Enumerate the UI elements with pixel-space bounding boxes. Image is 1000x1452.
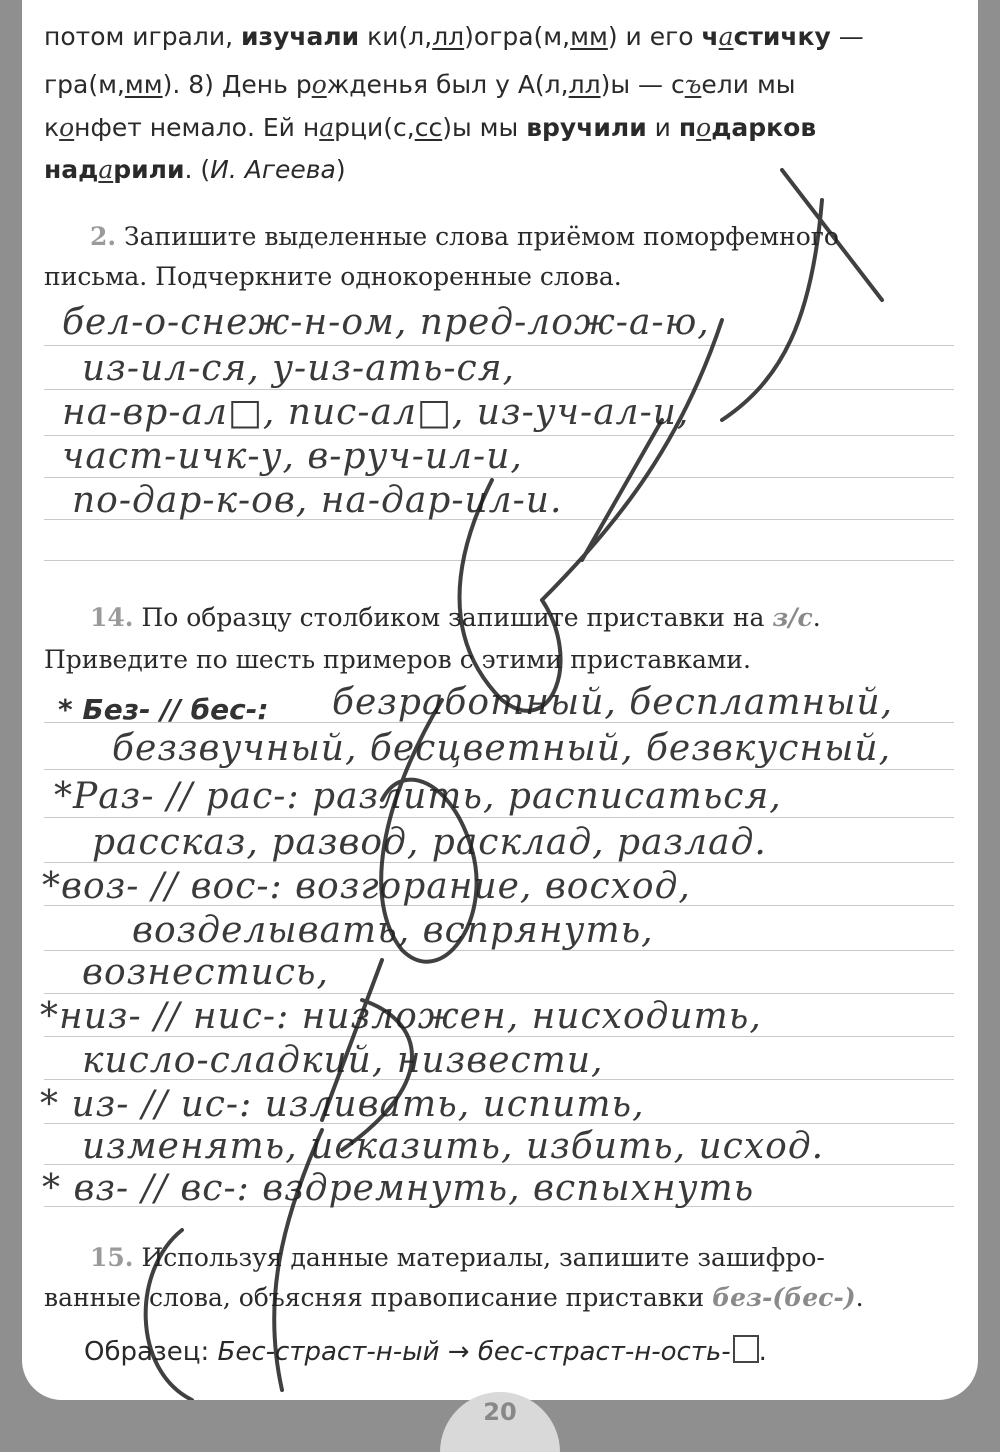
task15-line-2: ванные слова, объясняя правописание приставки без-(бес-).: [44, 1283, 864, 1312]
task14-line-1: 14. По образцу столбиком запишите приставки на з/с.: [90, 603, 821, 632]
task15-number: 15.: [90, 1243, 134, 1272]
intro-line-2: гра(м,мм). 8) День рожденья был у А(л,лл)ы — съели мы: [44, 70, 796, 99]
task2-answer-line-4: част-ичк-у, в-руч-ил-и,: [62, 436, 523, 477]
task14-answer-line-4: рассказ, развод, расклад, разлад.: [92, 822, 767, 863]
page-number: 20: [440, 1392, 560, 1452]
stamp-word: СДЕЛАНО: [342, 1222, 398, 1233]
task2-answer-line-1: бел-о-снеж-н-ом, пред-лож-а-ю,: [62, 302, 710, 343]
task14-answer-line-2: беззвучный, бесцветный, безвкусный,: [112, 728, 892, 769]
task2-line-2: письма. Подчеркните однокоренные слова.: [44, 262, 622, 291]
task14-answer-line-3: *Раз- // рас-: разлить, расписаться,: [54, 776, 782, 817]
intro-line-1: потом играли, изучали ки(л,лл)огра(м,мм) и его частичку —: [44, 22, 864, 51]
task2-line-1: 2. Запишите выделенные слова приёмом поморфемного: [90, 222, 839, 251]
task14-answer-line-5: *воз- // вос-: возгорание, восход,: [42, 866, 691, 907]
task2-answer-line-2: из-ил-ся, у-из-ать-ся,: [82, 348, 515, 389]
task14-answer-line-11: изменять, исказить, избить, исход.: [82, 1126, 825, 1167]
task14-answer-line-9: кисло-сладкий, низвести,: [82, 1040, 604, 1081]
task14-number: 14.: [90, 603, 134, 632]
task15-sample: Образец: Бес-страст-н-ый → бес-страст-н-ость- .: [84, 1337, 767, 1367]
empty-box-icon: [733, 1335, 759, 1363]
task15-line-1: 15. Используя данные материалы, запишите зашифро-: [90, 1243, 825, 1272]
task14-answer-line-12: * вз- // вс-: вздремнуть, вспыхнуть: [42, 1168, 755, 1209]
intro-line-4: надарили. (И. Агеева): [44, 155, 346, 184]
task14-line-2: Приведите по шесть примеров с этими приставками.: [44, 645, 751, 674]
intro-line-3: конфет немало. Ей нарци(с,сс)ы мы вручили и подарков: [44, 113, 817, 142]
task2-answer-line-5: по-дар-к-ов, на-дар-ил-и.: [72, 480, 563, 521]
task14-answer-line-6: возделывать, вспрянуть,: [132, 910, 654, 951]
task14-answer-line-8: *низ- // нис-: низложен, нисходить,: [40, 996, 762, 1037]
task2-answer-line-3: на-вр-ал□, пис-ал□, из-уч-ал-и,: [62, 392, 690, 433]
task14-answer-line-1: безработный, бесплатный,: [332, 682, 894, 723]
task14-label-bez: * Без- // бес-:: [58, 693, 269, 726]
task2-number: 2.: [90, 222, 117, 251]
workbook-page: [22, 0, 978, 1400]
task14-answer-line-10: * из- // ис-: изливать, испить,: [40, 1084, 645, 1125]
task14-answer-line-7: вознестись,: [82, 952, 329, 993]
